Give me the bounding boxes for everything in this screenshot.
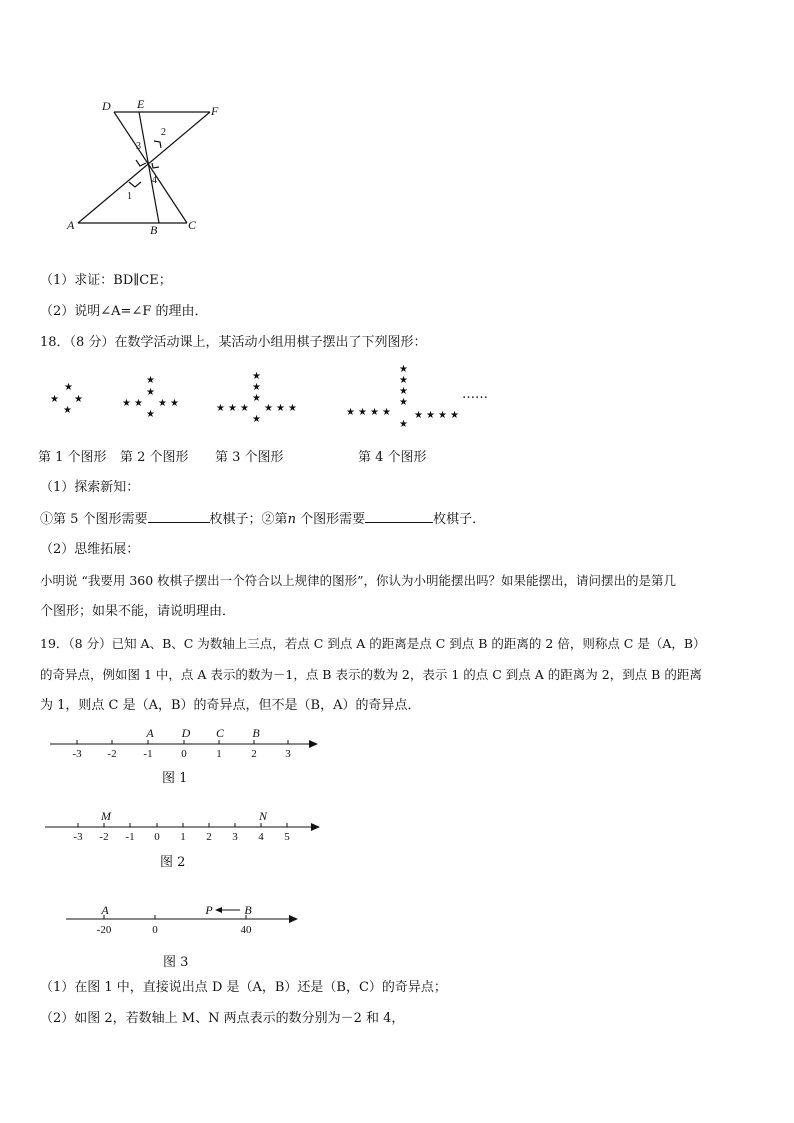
q19-part1: （1）在图 1 中，直接说出点 D 是（A，B）还是（B，C）的奇异点； bbox=[40, 980, 447, 995]
tick-label: 1 bbox=[180, 831, 186, 843]
star: ★ bbox=[399, 386, 408, 397]
star: ★ bbox=[134, 398, 143, 409]
point-label-a: A bbox=[146, 726, 154, 740]
tick-label: 0 bbox=[154, 831, 160, 843]
star: ★ bbox=[382, 407, 391, 418]
q18-part1-a: ①第 5 个图形需要 bbox=[40, 512, 148, 527]
number-line-fig1 bbox=[40, 725, 330, 765]
star: ★ bbox=[264, 403, 273, 414]
q17-part1: （1）求证：BD∥CE； bbox=[40, 273, 172, 288]
point-label-b: B bbox=[244, 903, 252, 917]
star: ★ bbox=[399, 397, 408, 408]
right-angle-mark-3 bbox=[136, 160, 146, 166]
q18-part1-body bbox=[40, 509, 485, 529]
star: ★ bbox=[216, 403, 225, 414]
star: ★ bbox=[74, 394, 83, 405]
angle-label-3: 3 bbox=[136, 141, 141, 152]
right-angle-mark-1 bbox=[129, 182, 141, 187]
star: ★ bbox=[63, 405, 72, 416]
axis-arrow bbox=[289, 915, 298, 923]
figure-caption-1: 第 1 个图形 bbox=[38, 450, 107, 465]
tick-label: 3 bbox=[232, 831, 238, 843]
q18-part1-d: 枚棋子． bbox=[433, 512, 486, 527]
star: ★ bbox=[228, 403, 237, 414]
q19-line1: 19．（8 分）已知 A、B、C 为数轴上三点，若点 C 到点 A 的距离是点 C 到点 B 的距离的 2 倍，则称点 C 是（A，B） bbox=[40, 636, 706, 651]
ellipsis: …… bbox=[462, 387, 488, 402]
axis-arrow bbox=[309, 740, 318, 748]
star: ★ bbox=[50, 394, 59, 405]
q18-part1-n: n bbox=[287, 512, 296, 527]
geometry-figure bbox=[60, 95, 240, 240]
tick-label: -1 bbox=[143, 748, 153, 760]
q19-line3: 为 1，则点 C 是（A，B）的奇异点，但不是（B，A）的奇异点． bbox=[40, 698, 421, 713]
point-label-p: P bbox=[205, 903, 213, 917]
tick-label: 40 bbox=[240, 924, 252, 936]
q18-title: 18．（8 分）在数学活动课上，某活动小组用棋子摆出了下列图形： bbox=[40, 335, 427, 350]
answer-blank-2[interactable] bbox=[365, 509, 433, 523]
star: ★ bbox=[399, 419, 408, 430]
q18-part1-b: 枚棋子；②第 bbox=[209, 512, 288, 527]
star: ★ bbox=[438, 410, 447, 421]
star: ★ bbox=[414, 410, 423, 421]
star-figures bbox=[0, 360, 794, 430]
star: ★ bbox=[288, 403, 297, 414]
star: ★ bbox=[146, 409, 155, 420]
star: ★ bbox=[240, 403, 249, 414]
tick-label: 3 bbox=[285, 748, 291, 760]
left-arrow-icon bbox=[215, 907, 222, 913]
star: ★ bbox=[64, 382, 73, 393]
label-e: E bbox=[137, 97, 145, 111]
line-dc bbox=[114, 112, 187, 223]
answer-blank-1[interactable] bbox=[148, 509, 210, 523]
right-angle-mark-2 bbox=[154, 141, 161, 148]
point-label-n: N bbox=[258, 809, 268, 823]
line-af bbox=[78, 112, 210, 223]
label-f: F bbox=[211, 104, 219, 118]
star: ★ bbox=[426, 410, 435, 421]
star: ★ bbox=[252, 371, 261, 382]
tick-label: 2 bbox=[206, 831, 212, 843]
figure-caption-2: 第 2 个图形 bbox=[120, 450, 189, 465]
right-angle-mark-4 bbox=[152, 163, 159, 168]
star: ★ bbox=[146, 387, 155, 398]
star: ★ bbox=[170, 398, 179, 409]
star: ★ bbox=[399, 364, 408, 375]
tick-label: 0 bbox=[152, 924, 158, 936]
label-b: B bbox=[150, 223, 158, 237]
tick-label: -2 bbox=[99, 831, 109, 843]
figure-caption-3: 第 3 个图形 bbox=[215, 450, 284, 465]
star: ★ bbox=[252, 414, 261, 425]
star: ★ bbox=[346, 407, 355, 418]
star: ★ bbox=[146, 375, 155, 386]
number-line-fig3 bbox=[60, 900, 310, 945]
angle-label-4: 4 bbox=[152, 175, 157, 186]
star: ★ bbox=[122, 398, 131, 409]
tick-label: 0 bbox=[181, 748, 187, 760]
tick-label: -3 bbox=[73, 831, 83, 843]
label-c: C bbox=[188, 218, 197, 232]
point-label-c: C bbox=[215, 726, 225, 740]
star: ★ bbox=[276, 403, 285, 414]
number-line-fig2 bbox=[40, 808, 330, 848]
point-label-a: A bbox=[101, 903, 109, 917]
point-label-b: B bbox=[252, 726, 260, 740]
tick-label: 2 bbox=[251, 748, 257, 760]
label-a: A bbox=[67, 218, 75, 232]
q17-part2: （2）说明∠A=∠F 的理由． bbox=[40, 304, 208, 319]
q18-part1-c: 个图形需要 bbox=[295, 512, 366, 527]
figure-caption-4: 第 4 个图形 bbox=[358, 450, 427, 465]
star: ★ bbox=[158, 398, 167, 409]
tick-label: 1 bbox=[216, 748, 222, 760]
tick-label: -3 bbox=[72, 748, 82, 760]
q18-part2-head: （2）思维拓展： bbox=[40, 542, 140, 557]
point-label-d: D bbox=[181, 726, 191, 740]
q19-part2: （2）如图 2，若数轴上 M、N 两点表示的数分别为－2 和 4， bbox=[40, 1011, 405, 1026]
tick-label: -1 bbox=[125, 831, 135, 843]
star: ★ bbox=[252, 393, 261, 404]
axis-arrow bbox=[311, 823, 320, 831]
angle-label-2: 2 bbox=[161, 127, 166, 138]
star: ★ bbox=[252, 382, 261, 393]
angle-label-1: 1 bbox=[127, 191, 132, 202]
star: ★ bbox=[358, 407, 367, 418]
fig3-caption: 图 3 bbox=[163, 955, 189, 970]
fig1-caption: 图 1 bbox=[162, 771, 188, 786]
star: ★ bbox=[399, 375, 408, 386]
tick-label: 5 bbox=[284, 831, 290, 843]
q18-part2-line2: 个图形；如果不能，请说明理由． bbox=[40, 604, 236, 619]
q18-part2-line1: 小明说 “我要用 360 枚棋子摆出一个符合以上规律的图形”，你认为小明能摆出吗？如果能摆出，请问摆出的是第几 bbox=[40, 573, 677, 588]
fig2-caption: 图 2 bbox=[160, 855, 186, 870]
star: ★ bbox=[450, 410, 459, 421]
tick-label: 4 bbox=[258, 831, 264, 843]
star: ★ bbox=[370, 407, 379, 418]
q19-line2: 的奇异点，例如图 1 中，点 A 表示的数为－1，点 B 表示的数为 2，表示 1 的点 C 到点 A 的距离为 2，到点 B 的距离 bbox=[40, 667, 702, 682]
q18-part1-head: （1）探索新知： bbox=[40, 480, 140, 495]
tick-label: -2 bbox=[107, 748, 117, 760]
point-label-m: M bbox=[101, 809, 111, 823]
label-d: D bbox=[102, 99, 111, 113]
tick-label: -20 bbox=[96, 924, 112, 936]
